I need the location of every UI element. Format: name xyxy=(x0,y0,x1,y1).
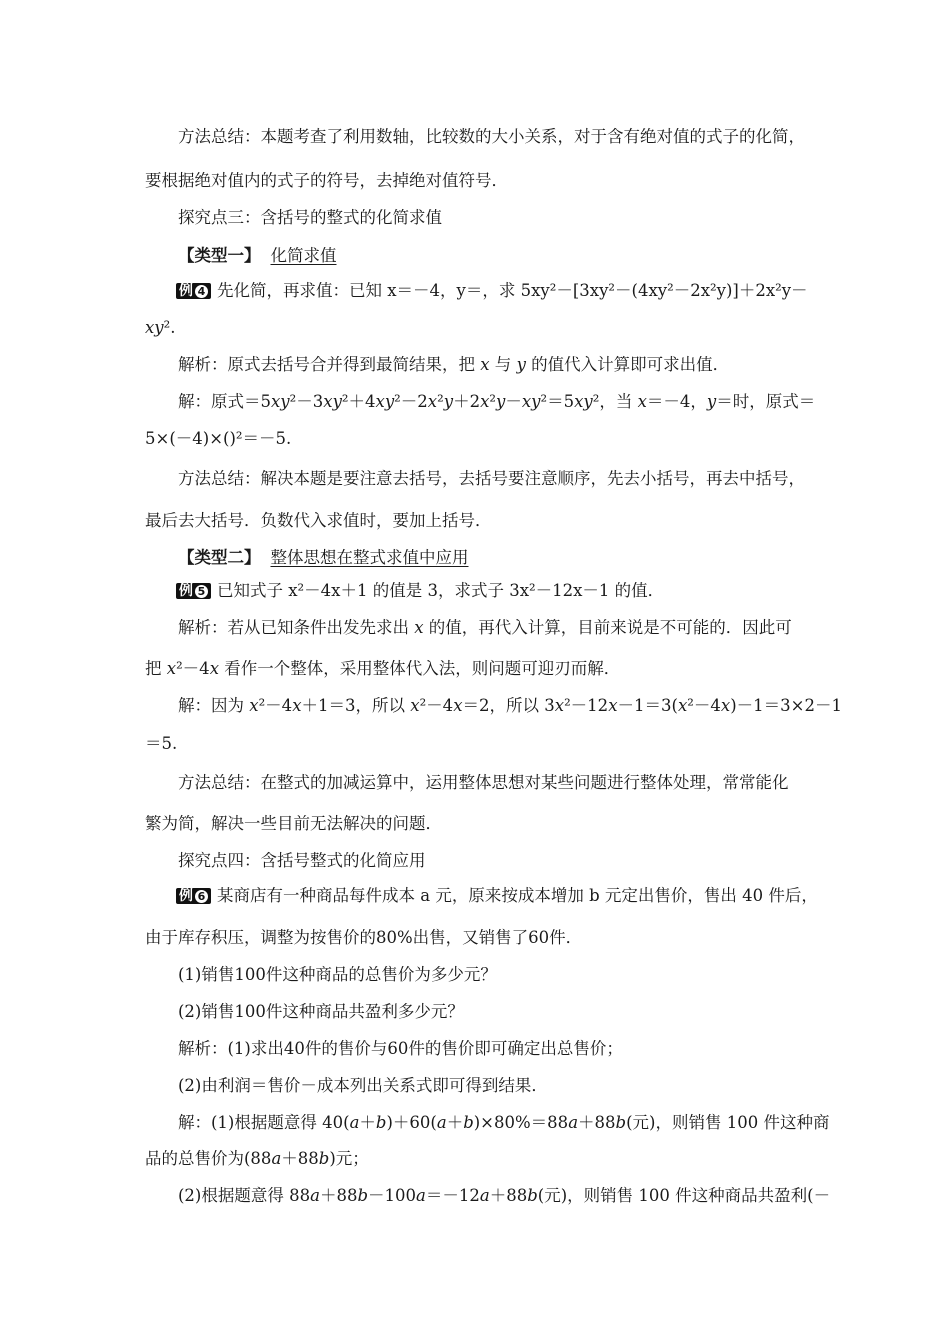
text-line-l3: 探究点三：含括号的整式的化简求值 xyxy=(178,208,442,227)
text-line-l26: (2)由利润＝售价－成本列出关系式即可得到结果． xyxy=(178,1076,548,1095)
text-line-l24: (2)销售100件这种商品共盈利多少元？ xyxy=(178,1002,464,1021)
example-4-text: 先化简，再求值：已知 x＝－4，y＝，求 5xy²－[3xy²－(4xy²－2x²y)]＋2x²y－ xyxy=(217,281,808,300)
example-4-badge: 例 4 xyxy=(176,283,211,299)
text-line-l19: 繁为简，解决一些目前无法解决的问题． xyxy=(145,814,442,833)
type1-tag: 【类型一】 xyxy=(178,246,261,265)
text-line-l28: 品的总售价为(88a＋88b)元； xyxy=(145,1149,369,1168)
example-5 xyxy=(176,580,664,602)
text-line-l15: 把 x²－4x 看作一个整体，采用整体代入法，则问题可迎刃而解． xyxy=(145,659,621,678)
text-line-l25: 解析：(1)求出40件的售价与60件的售价即可确定出总售价； xyxy=(178,1039,623,1058)
example-5-badge: 例 5 xyxy=(176,583,211,599)
example-4 xyxy=(176,280,808,302)
text-line-l23: (1)销售100件这种商品的总售价为多少元？ xyxy=(178,965,497,984)
text-line-l7: 解析：原式去括号合并得到最简结果，把 x 与 y 的值代入计算即可求出值． xyxy=(178,355,730,374)
text-line-l6: xy². xyxy=(145,318,176,337)
type2-title: 整体思想在整式求值中应用 xyxy=(270,548,469,567)
text-line-l22: 由于库存积压，调整为按售价的80%出售，又销售了60件． xyxy=(145,928,583,947)
text-line-l29: (2)根据题意得 88a＋88b－100a＝－12a＋88b(元)，则销售 100 件这种商品共盈利(－ xyxy=(178,1186,831,1205)
text-line-l1: 方法总结：本题考查了利用数轴，比较数的大小关系，对于含有绝对值的式子的化简， xyxy=(178,127,805,146)
text-line-l9: 5×(－4)×()²＝－5. xyxy=(145,429,292,448)
text-line-l18: 方法总结：在整式的加减运算中，运用整体思想对某些问题进行整体处理，常常能化 xyxy=(178,773,789,792)
text-line-l16: 解：因为 x²－4x＋1＝3，所以 x²－4x＝2，所以 3x²－12x－1＝3(x²－4x)－1＝3×2－1 xyxy=(178,696,842,715)
type1-title: 化简求值 xyxy=(270,246,337,265)
type2-tag: 【类型二】 xyxy=(178,548,261,567)
text-line-l27: 解：(1)根据题意得 40(a＋b)＋60(a＋b)×80%＝88a＋88b(元)，则销售 100 件这种商 xyxy=(178,1113,830,1132)
text-line-l17: ＝5. xyxy=(145,734,178,753)
example-6-badge: 例 6 xyxy=(176,888,211,904)
text-line-l10: 方法总结：解决本题是要注意去括号，去括号要注意顺序，先去小括号，再去中括号， xyxy=(178,469,805,488)
text-line-l8: 解：原式＝5xy²－3xy²＋4xy²－2x²y＋2x²y－xy²＝5xy²，当 x＝－4，y＝时，原式＝ xyxy=(178,392,816,411)
text-line-l14: 解析：若从已知条件出发先求出 x 的值，再代入计算，目前来说是不可能的．因此可 xyxy=(178,618,792,637)
text-line-l20: 探究点四：含括号整式的化简应用 xyxy=(178,851,426,870)
example-6-text: 某商店有一种商品每件成本 a 元，原来按成本增加 b 元定出售价，售出 40 件后， xyxy=(217,886,818,905)
text-line-l2: 要根据绝对值内的式子的符号，去掉绝对值符号． xyxy=(145,171,508,190)
text-line-l11: 最后去大括号．负数代入求值时，要加上括号． xyxy=(145,511,492,530)
example-6 xyxy=(176,885,818,907)
type2-heading xyxy=(178,547,469,569)
example-5-text: 已知式子 x²－4x＋1 的值是 3，求式子 3x²－12x－1 的值． xyxy=(217,581,665,600)
type1-heading xyxy=(178,245,337,267)
